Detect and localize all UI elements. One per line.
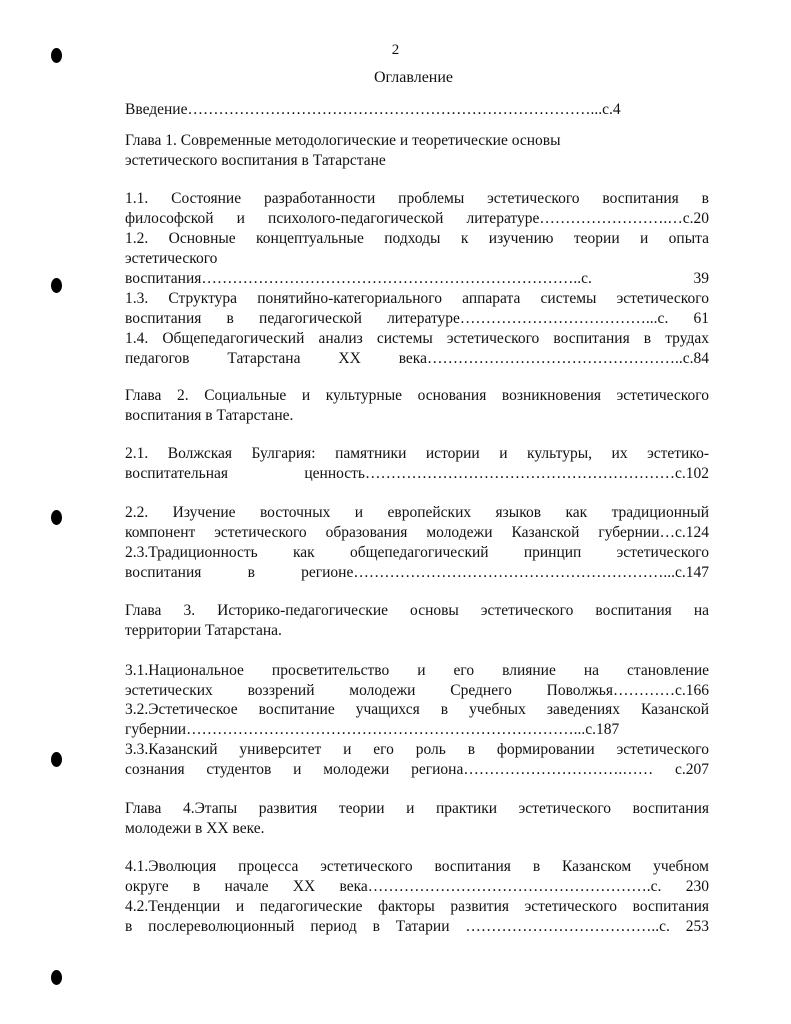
toc-section-2-2 — [125, 503, 709, 543]
toc-line: эстетического воспитания в Татарстане — [125, 152, 386, 169]
binder-hole — [51, 970, 62, 985]
toc-line: Введение……………………………………………………………………...с.4 — [125, 101, 621, 118]
toc-line: губернии…………………………………………………………………...с.187 — [125, 721, 620, 738]
toc-line: Глава 3. Историко-педагогические основы эстетического воспитания на — [125, 602, 709, 619]
toc-chapter-1 — [125, 131, 709, 171]
toc-section-2-1 — [125, 444, 709, 484]
toc-line: 1.2. Основные концептуальные подходы к изучению теории и опыта — [125, 230, 709, 247]
toc-line: Глава 1. Современные методологические и теоретические основы — [125, 132, 561, 149]
toc-line: 1.4. Общепедагогический анализ системы эстетического воспитания в трудах — [125, 330, 709, 347]
toc-section-1-3 — [125, 289, 709, 329]
toc-line: сознания студентов и молодежи региона………………………….…… с.207 — [125, 761, 709, 778]
toc-section-4-1 — [125, 857, 709, 897]
toc-line: 2.1. Волжская Булгария: памятники истории и культуры, их эстетико- — [125, 445, 709, 462]
toc-line: 3.1.Национальное просветительство и его влияние на становление — [125, 662, 709, 679]
toc-line: эстетического — [125, 250, 218, 267]
toc-line: Глава 2. Социальные и культурные основания возникновения эстетического — [125, 387, 709, 404]
toc-line: 1.3. Структура понятийно-категориального аппарата системы эстетического — [125, 290, 709, 307]
toc-line: воспитания в Татарстане. — [125, 407, 294, 424]
binder-hole — [51, 510, 62, 525]
toc-section-2-3 — [125, 543, 709, 583]
toc-line: педагогов Татарстана XX века…………………………………………..с.84 — [125, 350, 709, 367]
toc-line: 2.2. Изучение восточных и европейских языков как традиционный — [125, 504, 709, 521]
toc-section-1-4 — [125, 329, 709, 369]
toc-chapter-2 — [125, 386, 709, 426]
binder-hole — [51, 752, 62, 767]
toc-line: воспитательная ценность……………………………………………………с.102 — [125, 465, 709, 482]
toc-line: компонент эстетического образования молодежи Казанской губернии…с.124 — [125, 524, 709, 541]
toc-section-4-2 — [125, 897, 709, 937]
toc-line: воспитания в педагогической литературе………………………………...с. 61 — [125, 310, 709, 327]
toc-line: в послереволюционный период в Татарии ………………………………..с. 253 — [125, 918, 709, 935]
toc-entry-intro — [125, 100, 709, 120]
page-title: Оглавление — [373, 69, 454, 86]
toc-line: 4.2.Тенденции и педагогические факторы развития эстетического воспитания — [125, 898, 709, 915]
toc-line: округе в начале XX века……………………………………………….с. 230 — [125, 878, 709, 895]
toc-line: 2.3.Традиционность как общепедагогический принцип эстетического — [125, 544, 709, 561]
toc-section-1-1 — [125, 189, 709, 229]
toc-line: 3.2.Эстетическое воспитание учащихся в учебных заведениях Казанской — [125, 701, 709, 718]
toc-section-3-1 — [125, 661, 709, 701]
toc-chapter-3 — [125, 601, 709, 641]
toc-line: территории Татарстана. — [125, 622, 282, 639]
toc-line: воспитания………………………………………………………………..с. 39 — [125, 270, 709, 287]
toc-section-1-2 — [125, 229, 709, 289]
toc-line: воспитания в регионе……………………………………………………...с.147 — [125, 564, 709, 581]
toc-line: философской и психолого-педагогической литературе…………………….…с.20 — [125, 210, 709, 227]
toc-line: молодежи в XX веке. — [125, 820, 265, 837]
toc-section-3-3 — [125, 740, 709, 780]
toc-section-3-2 — [125, 700, 709, 740]
toc-line: 1.1. Состояние разработанности проблемы эстетического воспитания в — [125, 190, 709, 207]
toc-line: эстетических воззрений молодежи Среднего Поволжья…………с.166 — [125, 682, 709, 699]
toc-line: Глава 4.Этапы развития теории и практики эстетического воспитания — [125, 800, 709, 817]
page-number: 2 — [391, 42, 400, 58]
toc-line: 4.1.Эволюция процесса эстетического воспитания в Казанском учебном — [125, 858, 709, 875]
toc-line: 3.3.Казанский университет и его роль в формировании эстетического — [125, 741, 709, 758]
toc-chapter-4 — [125, 799, 709, 839]
binder-hole — [51, 278, 62, 293]
